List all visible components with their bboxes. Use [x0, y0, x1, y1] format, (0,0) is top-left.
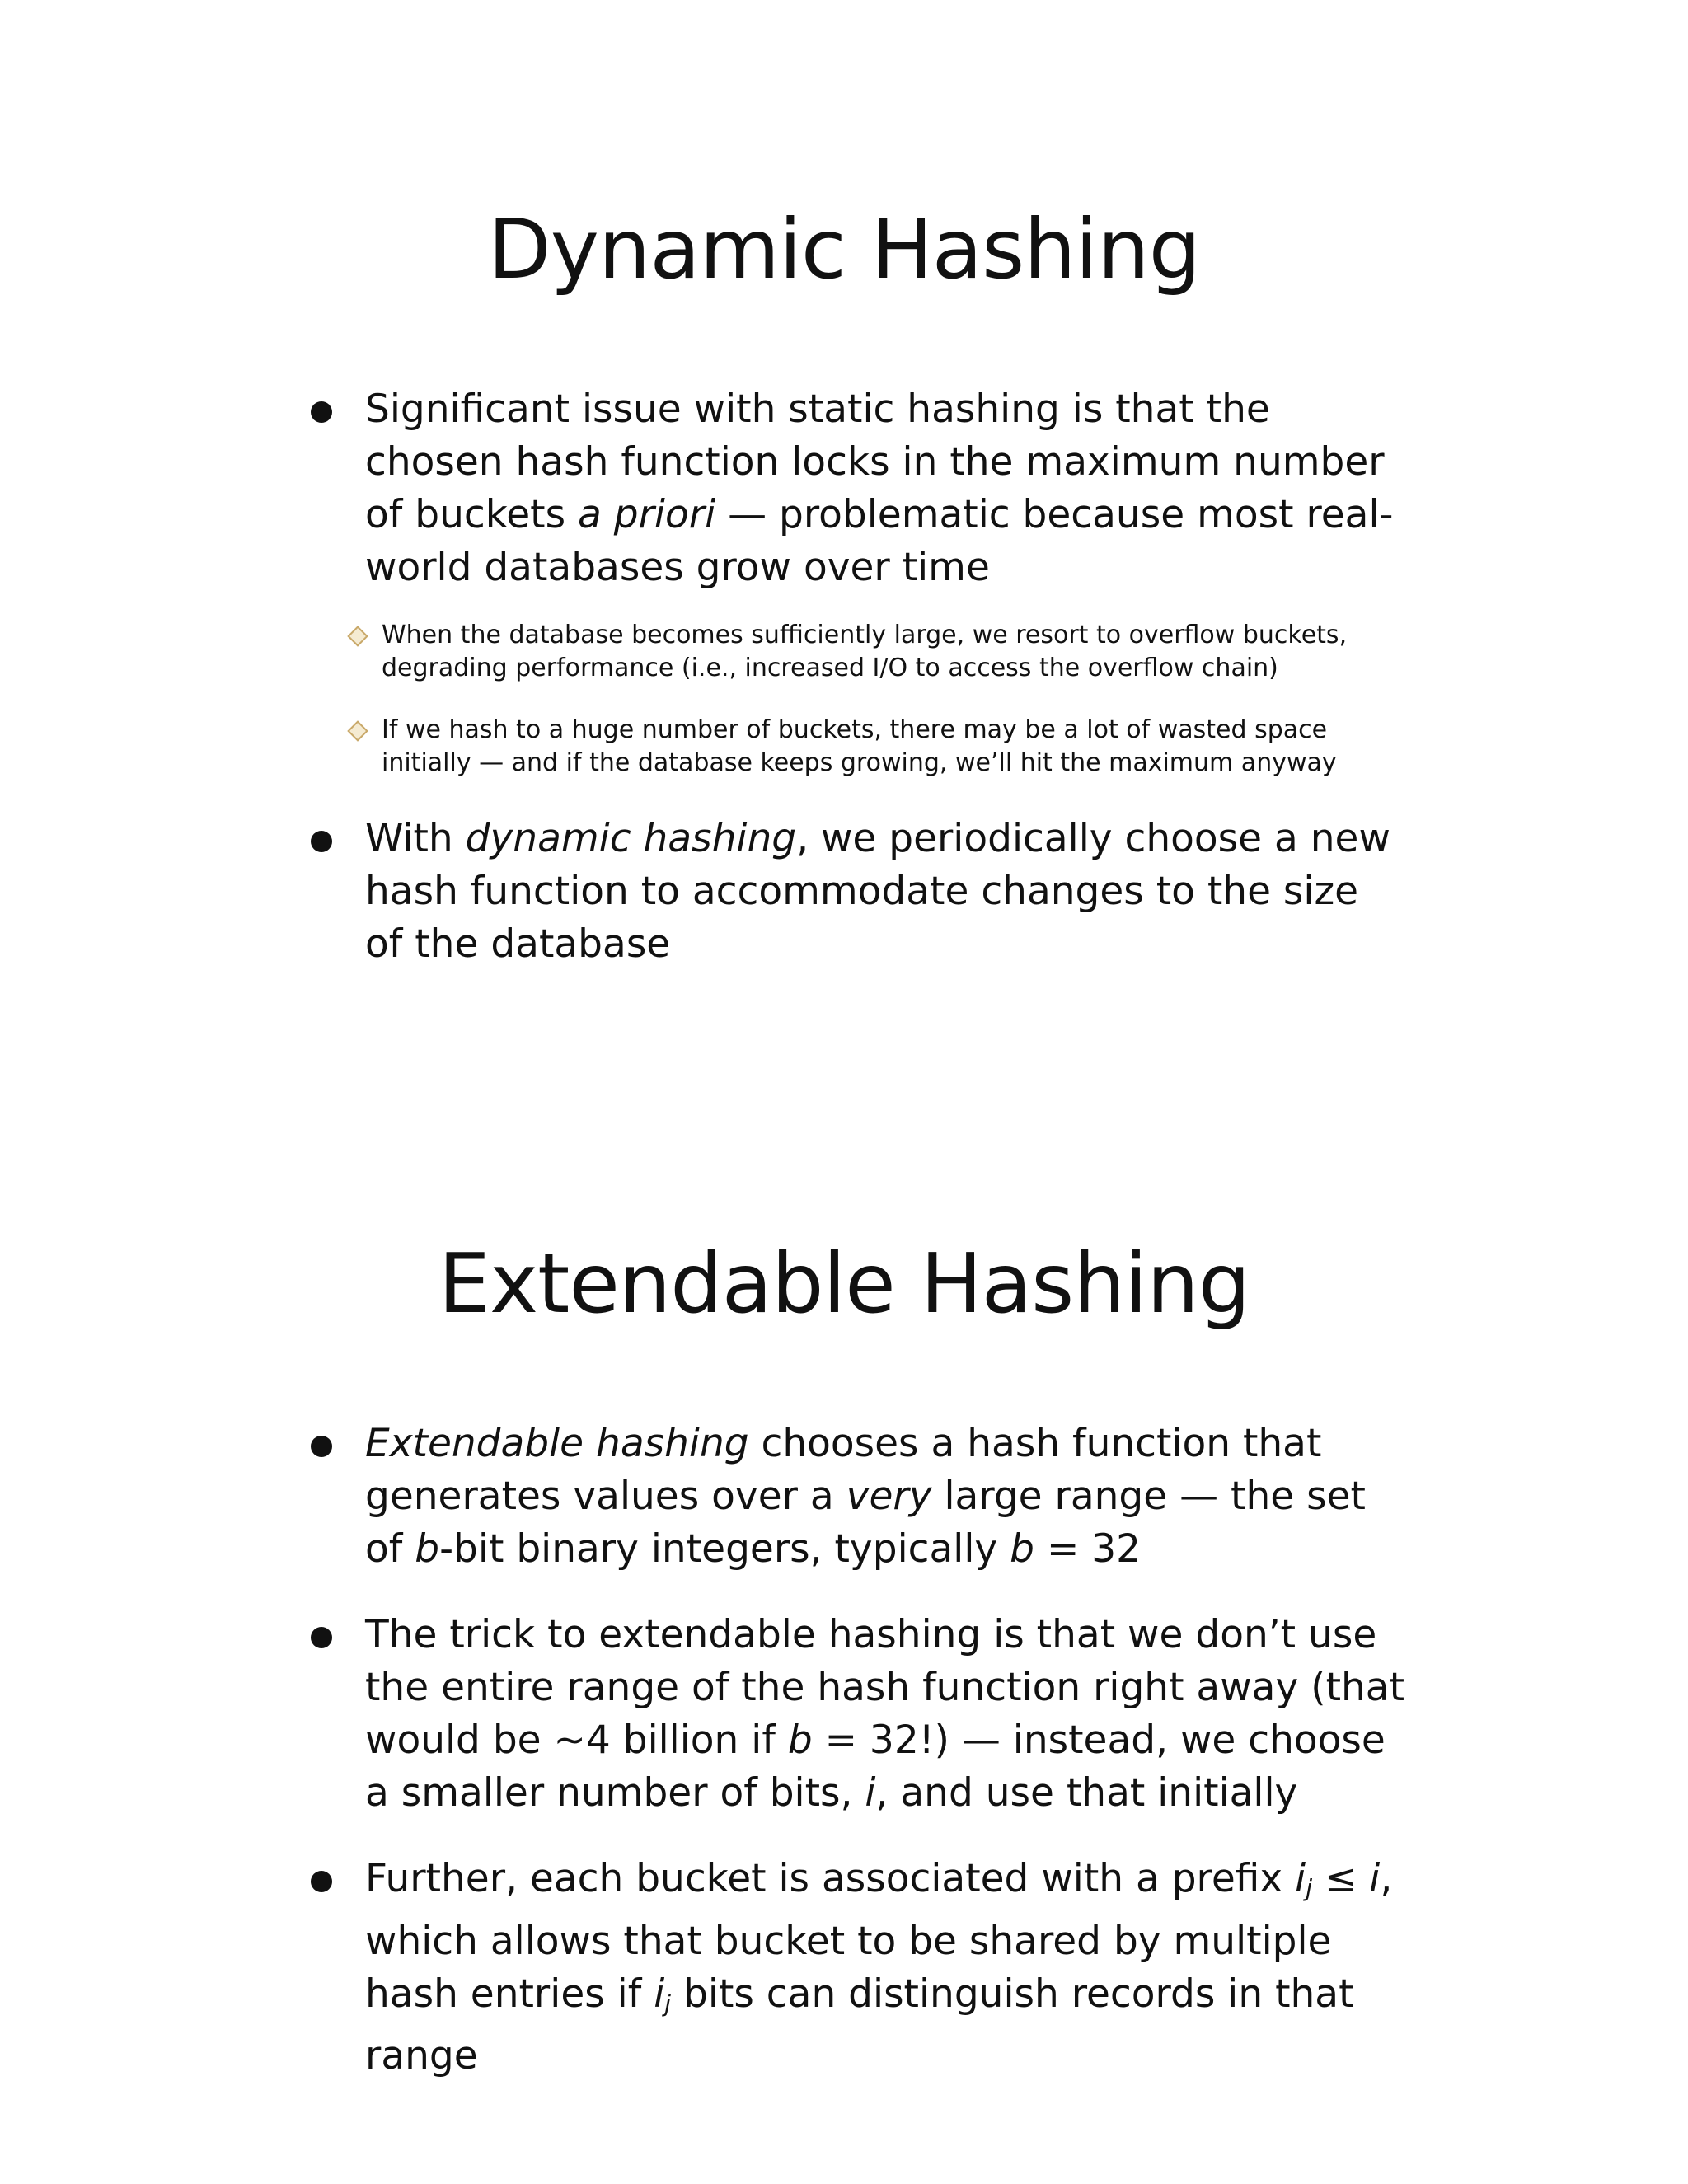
bullet-item: [309, 383, 1405, 780]
slide-title: Extendable Hashing: [438, 1235, 1250, 1332]
sub-bullet-list: [349, 619, 1405, 780]
sub-bullet-text: When the database becomes sufficiently large, we resort to overflow buckets, degrading performance (i.e., increased I/O to access the overflow chain): [382, 621, 1348, 682]
bullet-text-run: Further, each bucket is associated with a prefix: [365, 1856, 1296, 1901]
bullet-item: [309, 1609, 1405, 1820]
bullet-text-run: = 32: [1034, 1526, 1142, 1572]
bullet-text-run: , we periodically choose a new hash function to accommodate changes to the size of the database: [365, 816, 1390, 967]
bullet-text-run: i: [865, 1770, 876, 1816]
bullet-text-run: -bit binary integers, typically: [439, 1526, 1010, 1572]
slide-dynamic-hashing: [0, 198, 1688, 967]
bullet-text-run: , and use that initially: [875, 1770, 1298, 1816]
bullet-text: [365, 1856, 1392, 2079]
bullet-text-run: b: [415, 1526, 440, 1572]
bullet-text-run: With: [365, 816, 466, 861]
bullet-text: [365, 816, 1390, 967]
diamond-bullet-icon: [347, 626, 368, 646]
slide-extendable-hashing: [0, 1232, 1688, 2079]
bullet-text-run: ≤: [1312, 1856, 1370, 1901]
bullet-dot-icon: [311, 1627, 332, 1648]
bullet-text: [365, 1421, 1366, 1572]
bullet-dot-icon: [311, 401, 332, 423]
bullet-text: [365, 387, 1394, 590]
bullet-text-run: — problematic because most real-world databases grow over time: [365, 492, 1394, 590]
diamond-bullet-icon: [347, 720, 368, 741]
bullet-text-run: very: [846, 1474, 932, 1519]
bullet-text-run: j: [1306, 1874, 1313, 1902]
sub-bullet-item: [349, 619, 1405, 685]
bullet-item: [309, 1418, 1405, 1576]
bullet-text-run: , which allows that bucket to be shared by multiple hash entries if: [365, 1856, 1393, 2017]
sub-bullet-text: If we hash to a huge number of buckets, there may be a lot of wasted space initially — and if the database keeps growing, we’ll hit the maximum anyway: [382, 715, 1337, 777]
bullet-text-run: i: [1369, 1856, 1381, 1901]
bullet-text-run: large range — the set of: [365, 1474, 1366, 1572]
bullet-text-run: bits can distinguish records in that range: [365, 1971, 1354, 2079]
bullet-item: [309, 1853, 1405, 2083]
bullet-text-run: j: [664, 1990, 672, 2018]
bullet-list: [309, 1418, 1405, 2116]
bullet-text-run: The trick to extendable hashing is that we don’t use the entire range of the hash function right away (that would be ~4 billion if: [365, 1612, 1405, 1763]
bullet-text-run: Extendable hashing: [365, 1421, 749, 1466]
bullet-text-run: chooses a hash function that generates values over a: [365, 1421, 1322, 1519]
slide-title: Dynamic Hashing: [487, 201, 1201, 298]
bullet-item: [309, 813, 1405, 971]
bullet-dot-icon: [311, 1871, 332, 1892]
bullet-text-run: = 32!) — instead, we choose a smaller number of bits,: [365, 1718, 1386, 1816]
bullet-text-run: Significant issue with static hashing is that the chosen hash function locks in the maximum number of buckets: [365, 387, 1385, 537]
bullet-dot-icon: [311, 1436, 332, 1457]
bullet-dot-icon: [311, 831, 332, 852]
bullet-text-run: dynamic hashing: [465, 816, 797, 861]
bullet-text-run: a priori: [578, 492, 716, 537]
bullet-text-run: i: [1295, 1856, 1306, 1901]
bullet-list: [309, 383, 1405, 1004]
bullet-text-run: b: [787, 1718, 813, 1763]
bullet-text-run: b: [1010, 1526, 1034, 1572]
bullet-text-run: i: [654, 1971, 665, 2017]
bullet-text: [365, 1612, 1404, 1816]
sub-bullet-item: [349, 714, 1405, 780]
